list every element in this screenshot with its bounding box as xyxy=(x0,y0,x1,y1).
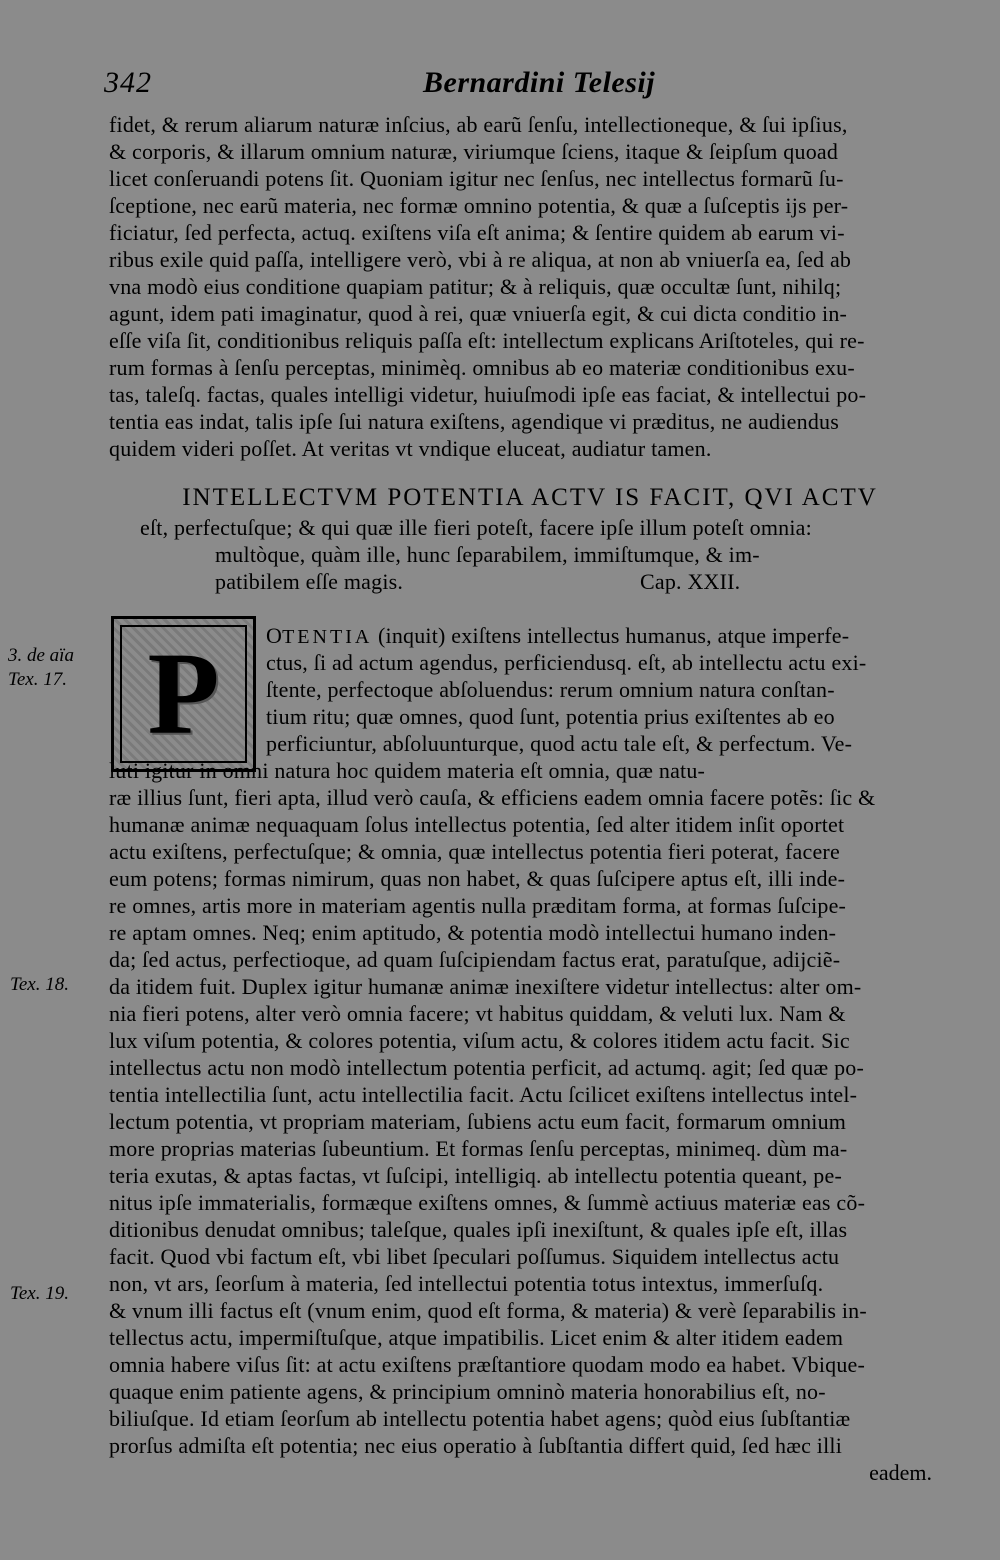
text-line: lectum potentia, vt propriam materiam, ſubiens actu eum facit, formarum omnium xyxy=(109,1109,847,1134)
page-number: 342 xyxy=(104,66,152,99)
first-line-rest: (inquit) exiſtens intellectus humanus, atque imperfe- xyxy=(372,623,850,648)
text-line: licet conſeruandi potens ſit. Quoniam igitur nec ſenſus, nec intellectus formarũ ſu- xyxy=(109,166,844,191)
text-line: facit. Quod vbi factum eſt, vbi libet ſpeculari poſſumus. Siquidem intellectus actu xyxy=(109,1244,840,1269)
margin-note xyxy=(10,1282,69,1306)
text-line xyxy=(266,623,849,650)
text-line: rum formas à ſenſu perceptas, minimèq. omnibus ab eo materiæ conditionibus exu- xyxy=(109,355,855,380)
text-line: teria exutas, & aptas factas, vt ſuſcipi, intelligiq. ab intellectu potentia queant, pe- xyxy=(109,1163,842,1188)
margin-note-line: Tex. 17. xyxy=(8,669,67,690)
chapter-title: INTELLECTVM POTENTIA ACTV IS FACIT, QVI ACTV xyxy=(182,484,878,511)
text-line: da; ſed actus, perfectioque, ad quam ſuſcipiendam factus erat, paratuſque, adijciẽ- xyxy=(109,947,841,972)
text-line: lux viſum potentia, & colores potentia, viſum actu, & colores itidem actu facit. Sic xyxy=(109,1028,850,1053)
margin-note-line: Tex. 19. xyxy=(10,1283,69,1304)
text-line: re aptam omnes. Neq; enim aptitudo, & potentia modò intellectui humano inden- xyxy=(109,920,837,945)
text-line: agunt, idem pati imaginatur, quod à rei, quæ vniuerſa egit, & cui dicta conditio in- xyxy=(109,301,848,326)
text-line: ditionibus denudat omnibus; taleſque, quales ipſi inexiſtunt, & quales ipſe eſt, illas xyxy=(109,1217,848,1242)
chapter-subtitle-line: eſt, perfectuſque; & qui quæ ille fieri poteſt, facere ipſe illum poteſt omnia: xyxy=(140,515,812,540)
text-line: ficiatur, ſed perfecta, actuq. exiſtens viſa eſt anima; & ſentire quidem ab earum vi- xyxy=(109,220,845,245)
text-line: more proprias materias ſubeuntium. Et formas ſenſu perceptas, minimeq. dùm ma- xyxy=(109,1136,848,1161)
text-line: ſceptione, nec earũ materia, nec formæ omnino potentia, & quæ a ſuſceptis ijs per- xyxy=(109,193,849,218)
text-line: quaque enim patiente agens, & principium omninò materia honorabilius eſt, no- xyxy=(109,1379,826,1404)
text-line: nitus ipſe immaterialis, formæque exiſtens omnes, & ſummè actiuus materiæ eas cõ- xyxy=(109,1190,866,1215)
text-line: vna modò eius conditione quapiam patitur; & à reliquis, quæ occultæ ſunt, nihilq; xyxy=(109,274,842,299)
text-line: prorſus admiſta eſt potentia; nec eius operatio à ſubſtantia differt quid, ſed hæc illi xyxy=(109,1433,843,1458)
margin-note-line: 3. de aïa xyxy=(8,645,74,666)
chapter-subtitle-line: patibilem eſſe magis. xyxy=(215,569,404,594)
text-line: perficiuntur, abſoluunturque, quod actu tale eſt, & perfectum. Ve- xyxy=(266,731,853,756)
text-line: tium ritu; quæ omnes, quod ſunt, potentia prius exiſtentes ab eo xyxy=(266,704,835,729)
chapter-number: Cap. XXII. xyxy=(640,569,741,594)
chapter-subtitle-line: multòque, quàm ille, hunc ſeparabilem, immiſtumque, & im- xyxy=(215,542,760,567)
text-line: re omnes, artis more in materiam agentis nulla præditam forma, at formas ſuſcipe- xyxy=(109,893,847,918)
text-line: intellectus actu non modò intellectum potentia perficit, ad actumq. agit; ſed quæ po- xyxy=(109,1055,865,1080)
margin-note xyxy=(8,644,74,692)
text-line: tas, taleſq. factas, quales intelligi videtur, huiuſmodi ipſe eas faciat, & intellectui po- xyxy=(109,382,867,407)
first-word-prefix: O xyxy=(266,623,283,648)
text-line: & vnum illi factus eſt (vnum enim, quod eſt forma, & materia) & verè ſeparabilis in- xyxy=(109,1298,867,1323)
text-line: & corporis, & illarum omnium naturæ, viriumque ſciens, itaque & ſeipſum quoad xyxy=(109,139,839,164)
decorated-initial xyxy=(111,616,256,772)
text-line: humanæ animæ nequaquam ſolus intellectus potentia, ſed alter itidem inſit oportet xyxy=(109,812,845,837)
text-line: quidem videri poſſet. At veritas vt vndique eluceat, audiatur tamen. xyxy=(109,436,712,461)
text-line: non, vt ars, ſeorſum à materia, ſed intellectui potentia totus intextus, immerſuſq. xyxy=(109,1271,824,1296)
text-line: ribus exile quid paſſa, intelligere verò, vbi à re aliqua, at non ab vniuerſa ea, ſed ab xyxy=(109,247,852,272)
page-header xyxy=(0,66,1000,106)
text-line: tentia eas indat, talis ipſe ſui natura exiſtens, agendique vi præditus, ne audiendus xyxy=(109,409,839,434)
margin-note-line: Tex. 18. xyxy=(10,974,69,995)
text-line: ſtente, perfectoque abſoluendus: rerum omnium natura conſtan- xyxy=(266,677,835,702)
text-line: ctus, ſi ad actum agendus, perficiendusq. eſt, ab intellectu actu exi- xyxy=(266,650,867,675)
first-word-caps: TENTIA xyxy=(282,626,373,648)
text-line: nia fieri potens, alter verò omnia facere; vt habitus quiddam, & veluti lux. Nam & xyxy=(109,1001,846,1026)
margin-note xyxy=(10,973,69,997)
text-line: eum potens; formas nimirum, quas non habet, & quas ſuſcipere aptus eſt, illi inde- xyxy=(109,866,846,891)
text-line: eſſe viſa ſit, conditionibus reliquis paſſa eſt: intellectum explicans Ariſtoteles, qui re- xyxy=(109,328,865,353)
text-line: actu exiſtens, perfectuſque; & omnia, quæ intellectus potentia fieri poterat, facere xyxy=(109,839,840,864)
text-line: fidet, & rerum aliarum naturæ inſcius, ab earũ ſenſu, intellectioneque, & ſui ipſius, xyxy=(109,112,848,137)
text-line: tellectus actu, impermiſtuſque, atque impatibilis. Licet enim & alter itidem eadem xyxy=(109,1325,844,1350)
running-head: Bernardini Telesij xyxy=(423,66,656,99)
text-line: tentia intellectilia ſunt, actu intellectilia facit. Actu ſcilicet exiſtens intellectus intel- xyxy=(109,1082,858,1107)
initial-letter: P xyxy=(147,628,220,759)
text-line: da itidem fuit. Duplex igitur humanæ animæ inexiſtere videtur intellectus: alter om- xyxy=(109,974,862,999)
text-line: omnia habere viſus ſit: at actu exiſtens præſtantiore quodam modo ea habet. Vbique- xyxy=(109,1352,866,1377)
text-line: luti igitur in omni natura hoc quidem materia eſt omnia, quæ natu- xyxy=(109,758,706,783)
text-line: biliuſque. Id etiam ſeorſum ab intellectu potentia habet agens; quòd eius ſubſtantiæ xyxy=(109,1406,851,1431)
catchword: eadem. xyxy=(869,1460,932,1485)
text-line: ræ illius ſunt, fieri apta, illud verò cauſa, & efficiens eadem omnia facere potẽs: ſic & xyxy=(109,785,876,810)
